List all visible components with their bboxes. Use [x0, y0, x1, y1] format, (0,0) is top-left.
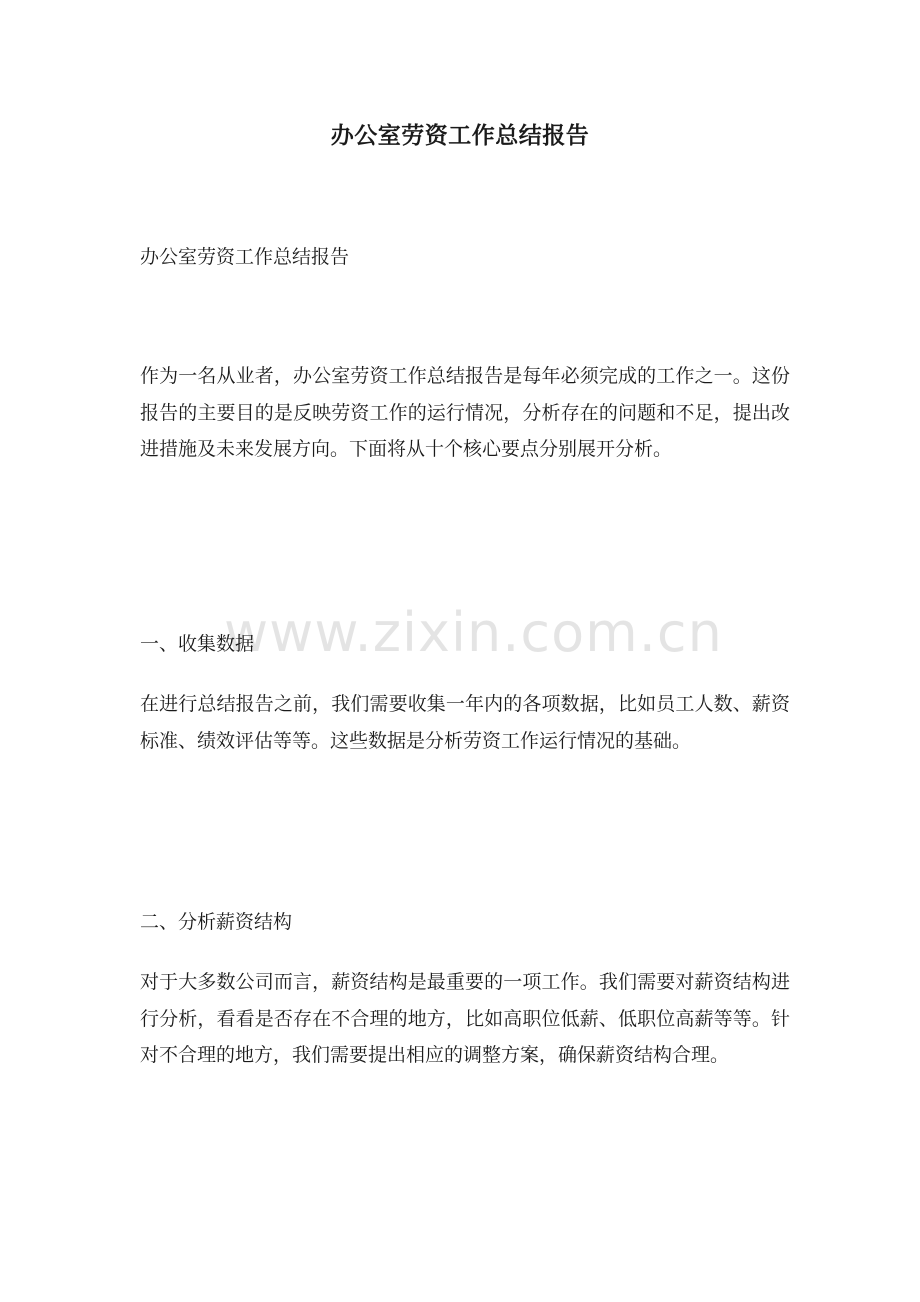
document-title: 办公室劳资工作总结报告	[330, 122, 590, 149]
intro-paragraph: 作为一名从业者，办公室劳资工作总结报告是每年必须完成的工作之一。这份报告的主要目的是反映劳资工作的运行情况，分析存在的问题和不足，提出改进措施及未来发展方向。下面将从十个核心要点分别展开分析。	[140, 365, 790, 460]
section-body-1: 在进行总结报告之前，我们需要收集一年内的各项数据，比如员工人数、薪资标准、绩效评估等等。这些数据是分析劳资工作运行情况的基础。	[140, 693, 790, 752]
document-subtitle: 办公室劳资工作总结报告	[140, 246, 350, 268]
section-heading-2: 二、分析薪资结构	[140, 911, 293, 933]
section-heading-1: 一、收集数据	[140, 633, 255, 655]
section-body-2: 对于大多数公司而言，薪资结构是最重要的一项工作。我们需要对薪资结构进行分析，看看是否存在不合理的地方，比如高职位低薪、低职位高薪等等。针对不合理的地方，我们需要提出相应的调整方案，确保薪资结构合理。	[140, 971, 790, 1066]
watermark: www.zixin.com.cn	[224, 601, 723, 664]
